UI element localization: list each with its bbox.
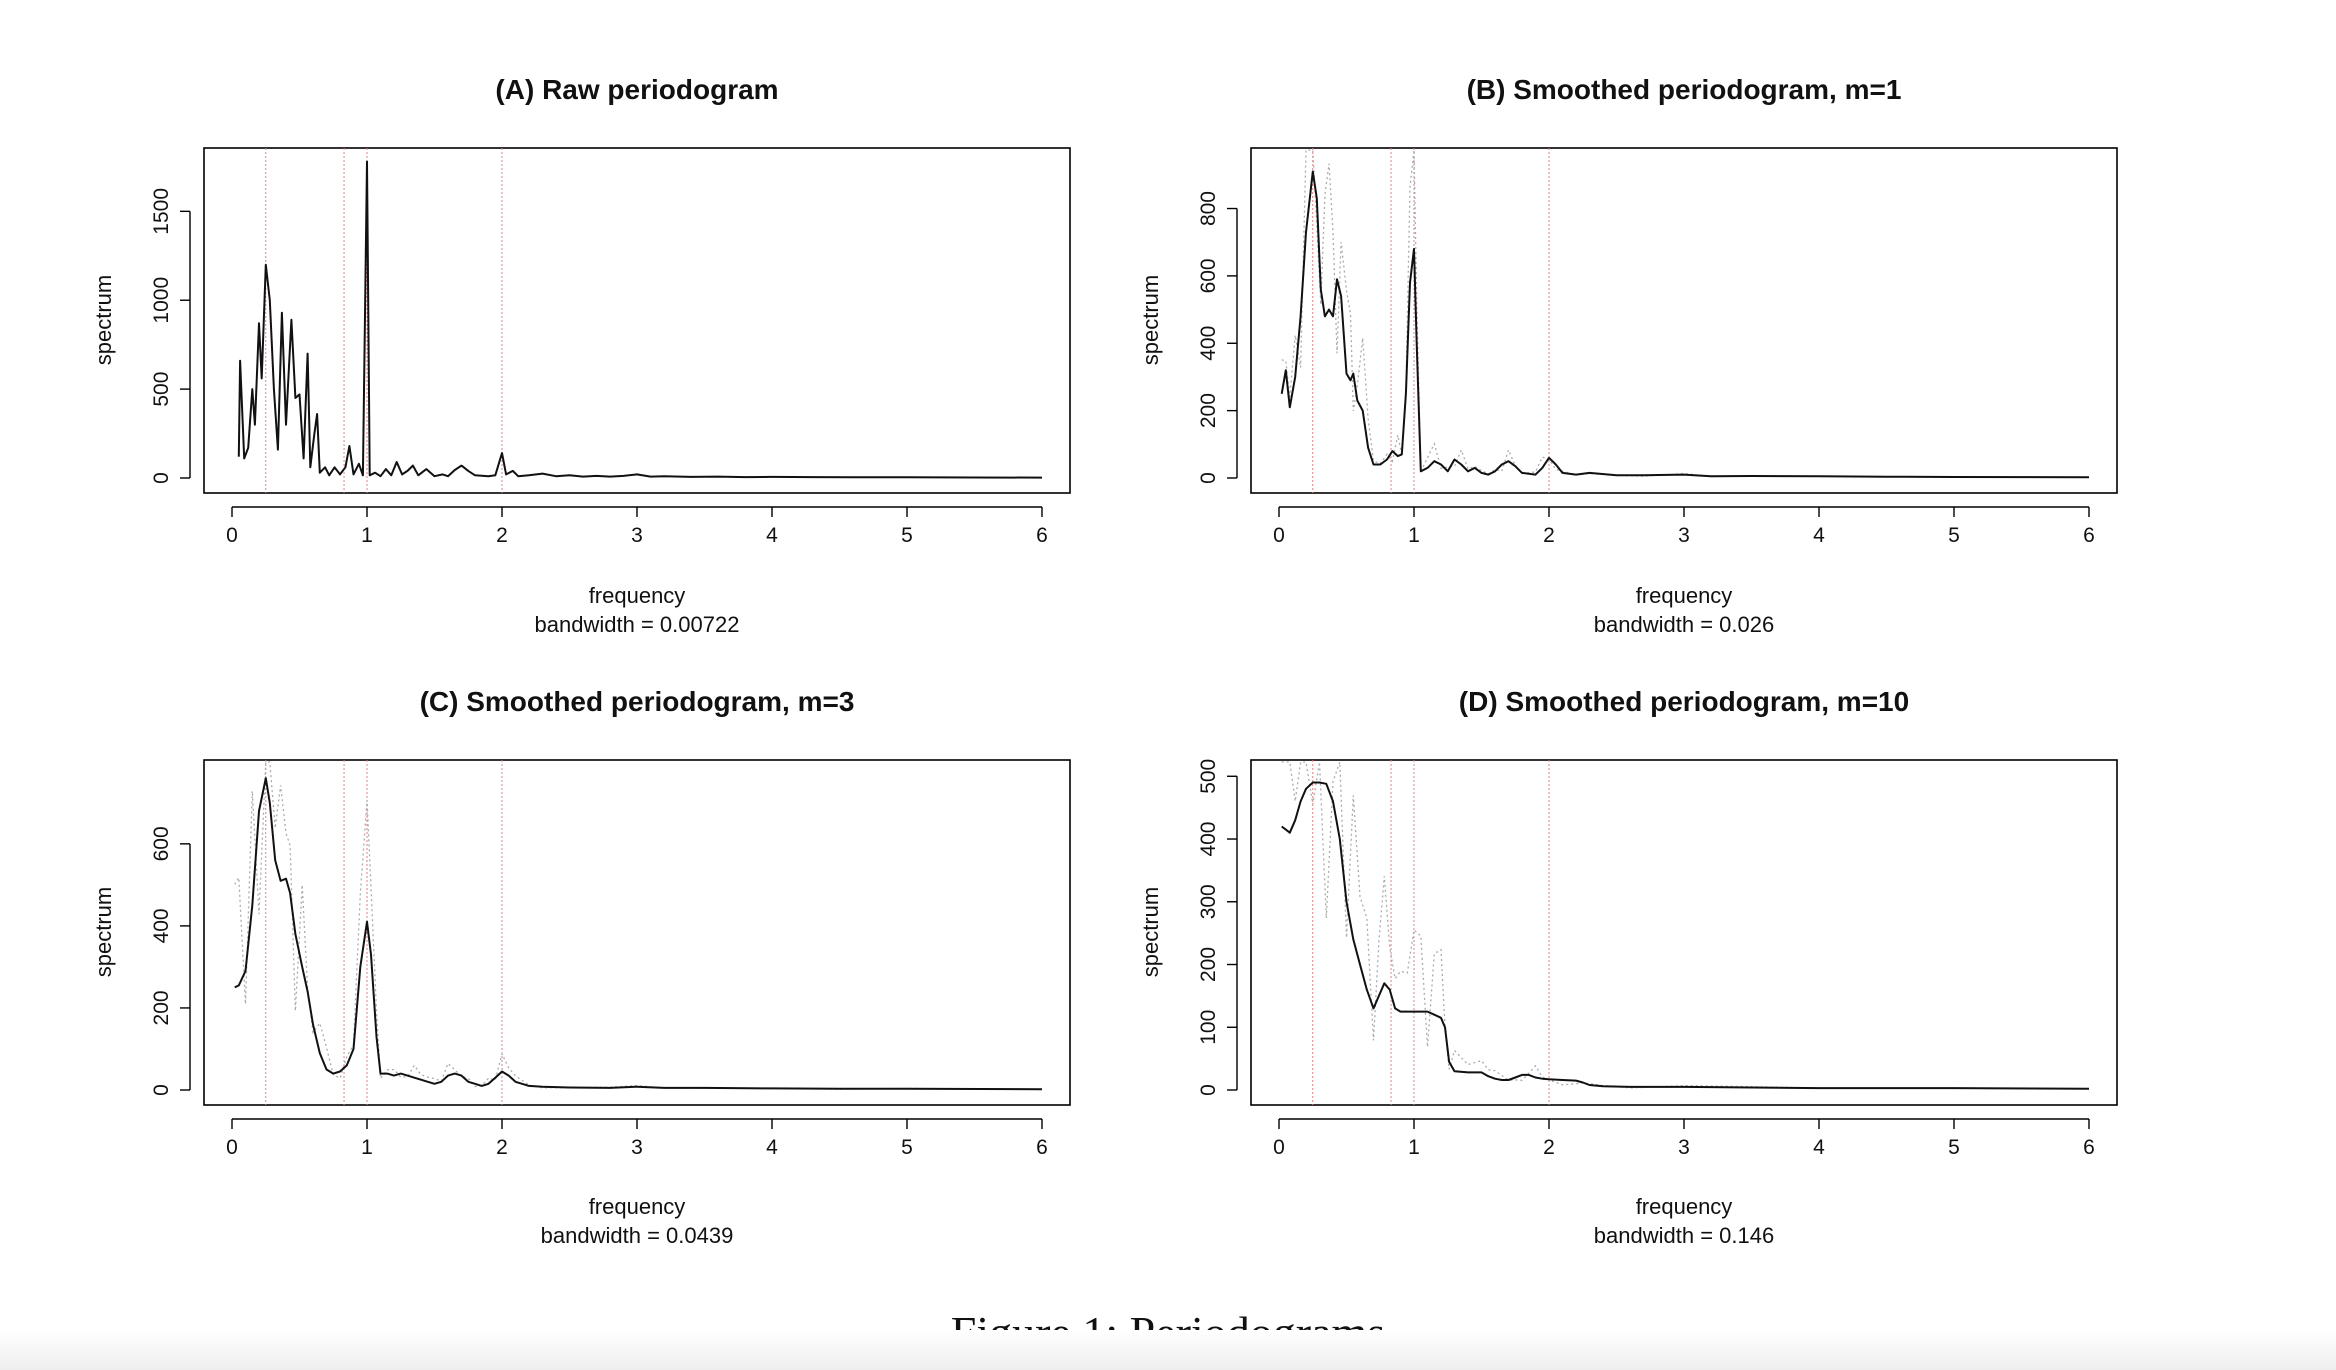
x-tick-label: 5 bbox=[901, 524, 913, 547]
x-tick-label: 3 bbox=[631, 524, 643, 547]
y-tick-label: 600 bbox=[150, 826, 173, 862]
x-tick-label: 4 bbox=[766, 1136, 778, 1159]
bandwidth-label: bandwidth = 0.026 bbox=[1593, 612, 1775, 637]
x-tick-label: 1 bbox=[1408, 524, 1420, 547]
y-axis-label: spectrum bbox=[91, 274, 116, 366]
y-tick-label: 200 bbox=[1197, 393, 1220, 429]
x-tick-label: 2 bbox=[496, 524, 508, 547]
spectrum-line bbox=[239, 162, 1042, 478]
x-tick-label: 0 bbox=[1273, 1136, 1285, 1159]
x-tick-label: 6 bbox=[1036, 524, 1048, 547]
y-tick-label: 0 bbox=[150, 472, 173, 484]
x-tick-label: 4 bbox=[766, 524, 778, 547]
x-axis-label: frequency bbox=[1635, 583, 1733, 608]
x-tick-label: 5 bbox=[1948, 524, 1960, 547]
x-tick-label: 4 bbox=[1813, 524, 1825, 547]
bandwidth-label: bandwidth = 0.146 bbox=[1593, 1223, 1775, 1248]
x-tick-label: 1 bbox=[361, 1136, 373, 1159]
x-tick-label: 1 bbox=[361, 524, 373, 547]
y-tick-label: 400 bbox=[1197, 325, 1220, 361]
spectrum-line bbox=[1282, 172, 2089, 478]
panel-a bbox=[91, 74, 1070, 637]
x-axis-label: frequency bbox=[588, 583, 686, 608]
y-axis-label: spectrum bbox=[91, 886, 116, 978]
y-tick-label: 300 bbox=[1197, 884, 1220, 920]
x-tick-label: 6 bbox=[1036, 1136, 1048, 1159]
y-tick-label: 100 bbox=[1197, 1009, 1220, 1045]
x-tick-label: 2 bbox=[496, 1136, 508, 1159]
bottom-shade bbox=[0, 1330, 2336, 1370]
y-tick-label: 400 bbox=[150, 908, 173, 944]
x-tick-label: 0 bbox=[226, 1136, 238, 1159]
x-tick-label: 2 bbox=[1543, 524, 1555, 547]
panel-title: (C) Smoothed periodogram, m=3 bbox=[419, 686, 855, 717]
y-axis-label: spectrum bbox=[1138, 886, 1163, 978]
bandwidth-label: bandwidth = 0.00722 bbox=[534, 612, 740, 637]
panel-title: (A) Raw periodogram bbox=[495, 74, 779, 105]
y-tick-label: 200 bbox=[150, 990, 173, 1026]
y-tick-label: 500 bbox=[150, 371, 173, 407]
x-tick-label: 3 bbox=[1678, 524, 1690, 547]
y-tick-label: 0 bbox=[1197, 472, 1220, 484]
y-tick-label: 1000 bbox=[150, 276, 173, 324]
raw-periodogram-dotted bbox=[1282, 762, 2089, 1089]
plot-frame bbox=[1251, 148, 2117, 493]
plot-frame bbox=[1251, 760, 2117, 1105]
x-tick-label: 0 bbox=[226, 524, 238, 547]
plot-frame bbox=[204, 148, 1070, 493]
y-tick-label: 600 bbox=[1197, 258, 1220, 294]
spectrum-line bbox=[235, 778, 1042, 1089]
y-tick-label: 800 bbox=[1197, 191, 1220, 227]
x-tick-label: 3 bbox=[1678, 1136, 1690, 1159]
x-axis-label: frequency bbox=[1635, 1194, 1733, 1219]
y-axis-label: spectrum bbox=[1138, 274, 1163, 366]
raw-periodogram-dotted bbox=[235, 762, 1042, 1089]
y-tick-label: 200 bbox=[1197, 946, 1220, 983]
x-tick-label: 4 bbox=[1813, 1136, 1825, 1159]
x-tick-label: 0 bbox=[1273, 524, 1285, 547]
bandwidth-label: bandwidth = 0.0439 bbox=[540, 1223, 734, 1248]
panel-c bbox=[91, 686, 1070, 1248]
y-tick-label: 0 bbox=[150, 1084, 173, 1096]
y-tick-label: 500 bbox=[1197, 758, 1220, 794]
x-tick-label: 3 bbox=[631, 1136, 643, 1159]
x-axis-label: frequency bbox=[588, 1194, 686, 1219]
y-tick-label: 1500 bbox=[150, 187, 173, 235]
y-tick-label: 0 bbox=[1197, 1084, 1220, 1096]
y-tick-label: 400 bbox=[1197, 821, 1220, 857]
plot-frame bbox=[204, 760, 1070, 1105]
panel-b bbox=[1138, 74, 2117, 637]
spectrum-line bbox=[1282, 783, 2089, 1089]
panel-d bbox=[1138, 686, 2117, 1248]
x-tick-label: 6 bbox=[2083, 1136, 2095, 1159]
x-tick-label: 6 bbox=[2083, 524, 2095, 547]
panel-title: (D) Smoothed periodogram, m=10 bbox=[1458, 686, 1910, 717]
x-tick-label: 2 bbox=[1543, 1136, 1555, 1159]
panel-title: (B) Smoothed periodogram, m=1 bbox=[1466, 74, 1902, 105]
x-tick-label: 1 bbox=[1408, 1136, 1420, 1159]
x-tick-label: 5 bbox=[901, 1136, 913, 1159]
x-tick-label: 5 bbox=[1948, 1136, 1960, 1159]
